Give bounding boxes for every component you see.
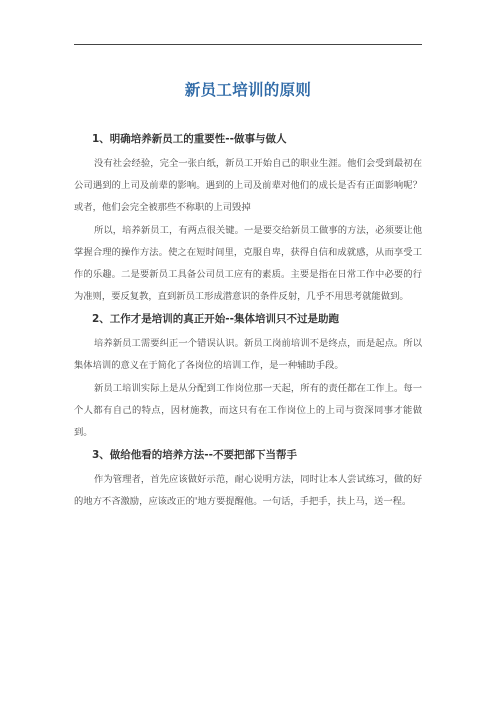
paragraph: 培养新员工需要纠正一个错误认识。新员工岗前培训不是终点，而是起点。所以集体培训的意义在于简化了各岗位的培训工作，是一种辅助手段。 xyxy=(74,338,422,371)
paragraph: 没有社会经验，完全一张白纸，新员工开始自己的职业生涯。他们会受到最初在公司遇到的上司及前辈的影响。遇到的上司及前辈对他们的成长是否有正面影响呢？或者，他们会完全被那些不称职的上司毁掉 xyxy=(74,158,422,213)
header-rule xyxy=(74,44,422,45)
section-heading: 3、做给他看的培养方法--不要把部下当帮手 xyxy=(92,449,298,461)
section-heading: 1、明确培养新员工的重要性--做事与做人 xyxy=(92,133,287,145)
paragraph: 作为管理者，首先应该做好示范，耐心说明方法，同时让本人尝试练习，做的好的地方不吝激励，应该改正的'地方要提醒他。一句话，手把手，扶上马，送一程。 xyxy=(74,474,422,507)
section-heading: 2、工作才是培训的真正开始--集体培训只不过是助跑 xyxy=(92,313,340,325)
paragraph: 所以，培养新员工，有两点很关键。一是要交给新员工做事的方法，必须要让他掌握合理的操作方法。使之在短时间里，克服自卑，获得自信和成就感，从而享受工作的乐趣。二是要新员工具备公司员工应有的素质。主要是指在日常工作中必要的行为准则，要反复教，直到新员工形成潜意识的条件反射，几乎不用思考就能做到。 xyxy=(74,225,422,302)
paragraph: 新员工培训实际上是从分配到工作岗位那一天起，所有的责任都在工作上。每一个人都有自己的特点，因材施教，而这只有在工作岗位上的上司与资深同事才能做到。 xyxy=(74,383,422,438)
document-title: 新员工培训的原则 xyxy=(184,81,312,99)
document-body xyxy=(74,130,422,514)
